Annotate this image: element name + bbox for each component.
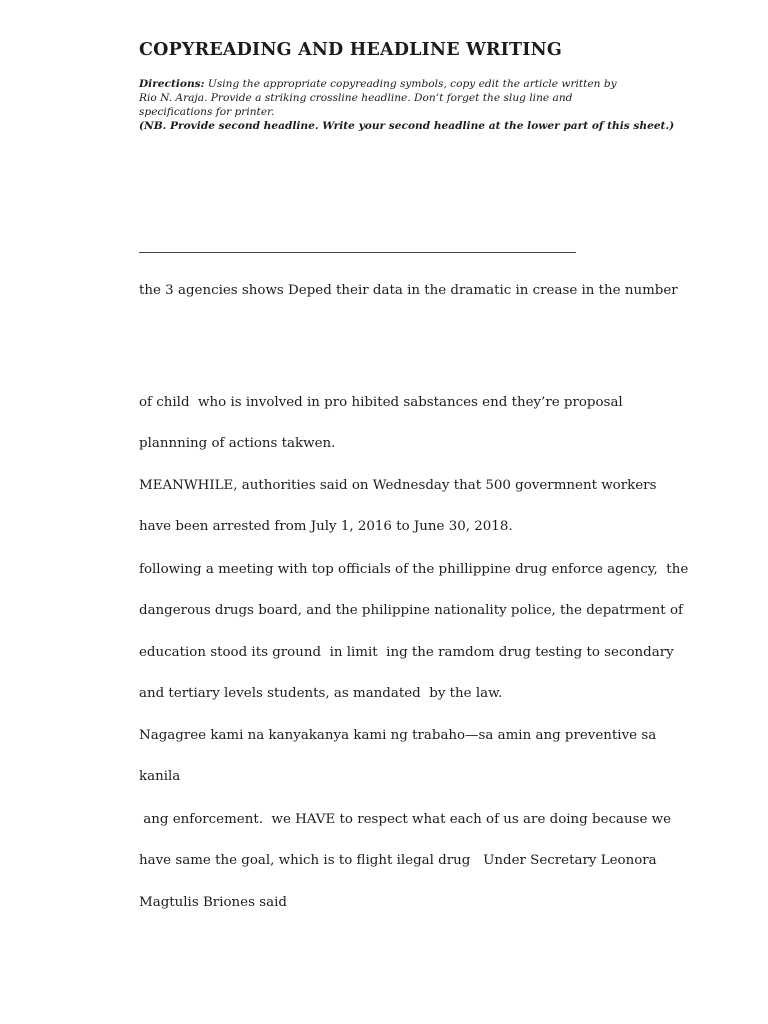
directions-text-1: Using the appropriate copyreading symbols, copy edit the article written by (204, 78, 617, 90)
article-line-3: plannning of actions takwen. (139, 436, 336, 451)
directions-line-1 (139, 77, 699, 91)
article-line-7: dangerous drugs board, and the philippine nationality police, the depatrment of (139, 603, 683, 618)
page-title: COPYREADING AND HEADLINE WRITING (139, 40, 562, 60)
article-line-8: education stood its ground in limit ing the ramdom drug testing to secondary (139, 645, 674, 660)
article-line-5: have been arrested from July 1, 2016 to June 30, 2018. (139, 519, 513, 534)
article-line-14: Magtulis Briones said (139, 895, 287, 910)
directions-line-2: Rio N. Araja. Provide a striking crossline headline. Don’t forget the slug line and (139, 92, 573, 104)
article-line-13: have same the goal, which is to flight ilegal drug Under Secretary Leonora (139, 853, 657, 868)
article-line-11: kanila (139, 769, 181, 784)
article-line-9: and tertiary levels students, as mandated by the law. (139, 686, 503, 701)
directions-block (139, 77, 699, 133)
article-line-6: following a meeting with top officials of the phillippine drug enforce agency, the (139, 562, 689, 577)
article-line-10: Nagagree kami na kanyakanya kami ng trabaho—sa amin ang preventive sa (139, 728, 657, 743)
directions-note: (NB. Provide second headline. Write your second headline at the lower part of this sheet.) (139, 120, 675, 132)
directions-line-3: specifications for printer. (139, 106, 275, 118)
article-line-2: of child who is involved in pro hibited sabstances end they’re proposal (139, 395, 623, 410)
article-line-1: the 3 agencies shows Deped their data in the dramatic in crease in the number (139, 283, 678, 298)
slug-line-rule (139, 252, 576, 253)
article-line-12: ang enforcement. we HAVE to respect what each of us are doing because we (139, 812, 672, 827)
directions-label: Directions: (139, 78, 205, 90)
article-line-4: MEANWHILE, authorities said on Wednesday that 500 govermnent workers (139, 478, 657, 493)
